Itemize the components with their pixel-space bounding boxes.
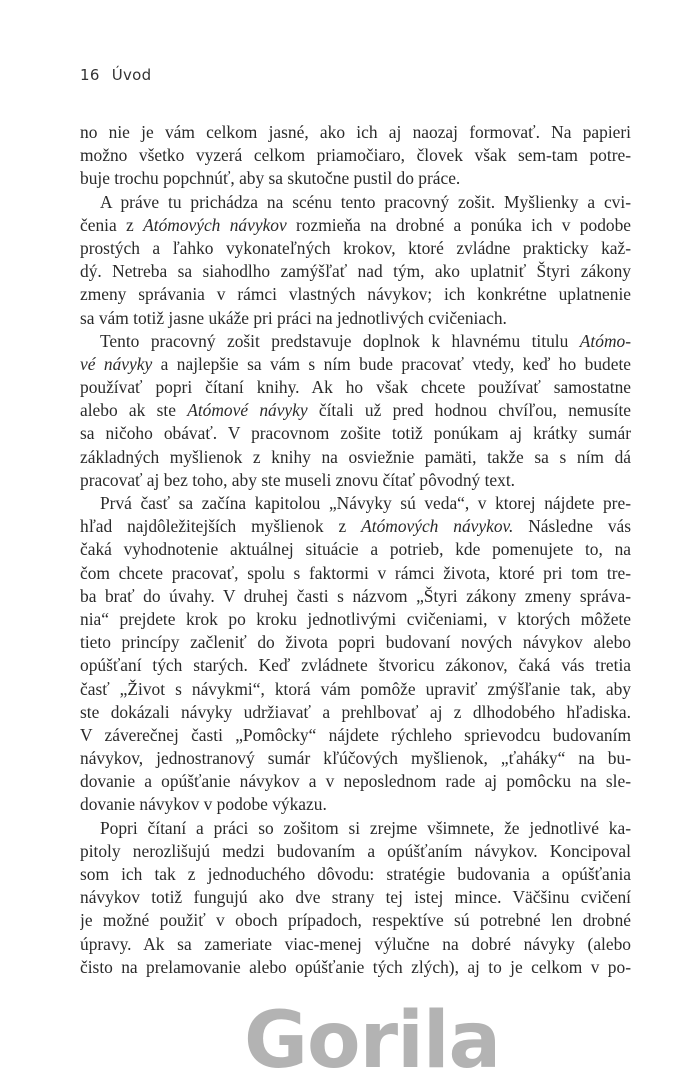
text-line xyxy=(80,307,631,330)
text-line xyxy=(80,446,631,469)
text-segment: A práve tu prichádza na scénu tento pracovný zošit. Myšlienky a cvi- xyxy=(100,191,631,212)
text-line xyxy=(80,260,631,283)
section-title: Úvod xyxy=(111,66,152,84)
running-header xyxy=(80,66,151,84)
text-line xyxy=(80,585,631,608)
text-segment: no nie je vám celkom jasné, ako ich aj naozaj formovať. Na papieri xyxy=(80,122,631,142)
text-line xyxy=(80,933,631,956)
italic-title: Atómových návykov xyxy=(143,214,287,235)
text-segment: sa vám totiž jasne ukáže pri práci na jednotlivých cvičeniach. xyxy=(80,307,507,328)
text-segment: návykov totiž fungujú ako dve strany tej istej mince. Väčšinu cvičení xyxy=(80,887,631,908)
text-segment: sa ničoho obávať. V pracovnom zošite totiž ponúkam aj krátky sumár xyxy=(80,423,631,444)
page-number: 16 xyxy=(80,66,100,84)
text-line xyxy=(80,237,631,260)
text-line xyxy=(80,701,631,724)
text-segment: Popri čítaní a práci so zošitom si zrejme všimnete, že jednotlivé ka- xyxy=(100,817,631,838)
text-line xyxy=(80,538,631,561)
text-line xyxy=(80,956,631,979)
text-segment: je možné použiť v oboch prípadoch, respektíve sú potrebné len drobné xyxy=(80,910,631,931)
text-segment: pracovať aj bez toho, aby ste museli znovu čítať pôvodný text. xyxy=(80,469,516,490)
text-line xyxy=(80,330,631,353)
text-line xyxy=(80,840,631,863)
text-segment: Prvá časť sa začína kapitolou „Návyky sú veda“, v ktorej nájdete pre- xyxy=(100,493,631,513)
text-segment: čenia z xyxy=(80,214,144,235)
text-segment: dovanie návykov v podobe výkazu. xyxy=(80,794,327,815)
text-segment: som ich tak z jednoduchého dôvodu: stratégie budovania a opúšťania xyxy=(80,864,631,884)
paragraph xyxy=(80,330,631,492)
text-segment: V záverečnej časti „Pomôcky“ nájdete rýchleho sprievodcu budovaním xyxy=(80,724,631,745)
text-segment: opúšťaní tých starých. Keď zvládnete štvoricu zákonov, čaká vás tretia xyxy=(80,655,631,676)
text-line xyxy=(80,770,631,793)
text-segment: čítali už pred hodnou chvíľou, nemusíte xyxy=(307,400,631,421)
text-line xyxy=(80,399,631,422)
paragraph xyxy=(80,191,631,330)
text-line xyxy=(80,214,631,237)
italic-title: Atómových návykov. xyxy=(361,516,514,537)
text-segment: dý. Netreba sa siahodlho zamýšľať nad tým, ako uplatniť Štyri zákony xyxy=(80,261,631,282)
text-segment: Následne vás xyxy=(513,516,631,537)
text-segment: Tento pracovný zošit predstavuje doplnok k hlavnému titulu xyxy=(100,330,580,351)
text-line xyxy=(80,747,631,770)
text-line xyxy=(80,608,631,631)
paragraph xyxy=(80,121,631,191)
text-segment: čom chcete pracovať, spolu s faktormi v rámci života, ktoré pri tom tre- xyxy=(80,562,631,583)
text-segment: tieto princípy začleniť do života popri budovaní nových návykov alebo xyxy=(80,632,631,653)
italic-title: Atómo- xyxy=(579,330,631,351)
text-segment: prostých a ľahko vykonateľných krokov, ktoré zvládne prakticky kaž- xyxy=(80,237,631,258)
text-segment: rozmieňa na drobné a ponúka ich v podobe xyxy=(286,214,631,235)
text-segment: nia“ prejdete krok po kroku jednotlivými cvičeniami, v ktorých môžete xyxy=(80,608,631,629)
text-line xyxy=(80,191,631,214)
italic-title: vé návyky xyxy=(80,353,153,374)
text-segment: čisto na prelamovanie alebo opúšťanie tých zlých), aj to je celkom v po- xyxy=(80,956,631,977)
paragraph xyxy=(80,492,631,817)
text-line xyxy=(80,654,631,677)
text-segment: pitoly nerozlišujú medzi budovaním a opúšťaním návykov. Koncipoval xyxy=(80,840,631,861)
text-line xyxy=(80,144,631,167)
text-line xyxy=(80,724,631,747)
text-segment: a najlepšie sa vám s ním bude pracovať vtedy, keď ho budete xyxy=(152,353,631,374)
text-segment: úpravy. Ak sa zameriate viac-menej výlučne na dobré návyky (alebo xyxy=(80,933,631,954)
text-segment: alebo ak ste xyxy=(80,400,188,421)
text-segment: návykov, jednostranový sumár kľúčových myšlienok, „ťaháky“ na bu- xyxy=(80,748,631,769)
text-line xyxy=(80,793,631,816)
text-segment: dovanie a opúšťanie návykov a v neposlednom rade aj pomôcku na sle- xyxy=(80,771,631,792)
text-line xyxy=(80,422,631,445)
text-segment: zmeny správania v rámci vlastných návykov; ich konkrétne uplatnenie xyxy=(80,284,631,305)
text-segment: časť „Život s návykmi“, ktorá vám pomôže upraviť zmýšľanie tak, aby xyxy=(80,678,631,699)
text-line xyxy=(80,492,631,515)
text-line xyxy=(80,376,631,399)
text-segment: buje trochu popchnúť, aby sa skutočne pustil do práce. xyxy=(80,168,461,189)
watermark-logo: Gorila xyxy=(244,996,501,1086)
text-line xyxy=(80,562,631,585)
text-segment: možno všetko vyzerá celkom priamočiaro, človek však sem-tam potre- xyxy=(80,145,631,166)
text-segment: ba brať do úvahy. V druhej časti s názvom „Štyri zákony zmeny správa- xyxy=(80,585,631,606)
text-line xyxy=(80,863,631,886)
text-line xyxy=(80,817,631,840)
text-segment: základných myšlienok z knihy na osviežnie pamäti, takže sa s ním dá xyxy=(80,446,631,467)
body-text xyxy=(80,121,631,979)
text-segment: používať popri čítaní knihy. Ak ho však chcete používať samostatne xyxy=(80,377,631,398)
text-segment: hľad najdôležitejších myšlienok z xyxy=(80,516,362,537)
text-line xyxy=(80,353,631,376)
text-line xyxy=(80,167,631,190)
italic-title: Atómové návyky xyxy=(187,400,308,421)
text-line xyxy=(80,886,631,909)
text-segment: ste dokázali návyky udržiavať a prehlbovať aj z dlhodobého hľadiska. xyxy=(80,701,631,722)
text-line xyxy=(80,283,631,306)
text-segment: čaká vyhodnotenie aktuálnej situácie a potrieb, kde pomenujete to, na xyxy=(80,539,631,560)
text-line xyxy=(80,469,631,492)
text-line xyxy=(80,515,631,538)
paragraph xyxy=(80,817,631,979)
text-line xyxy=(80,909,631,932)
text-line xyxy=(80,678,631,701)
text-line xyxy=(80,631,631,654)
text-line xyxy=(80,121,631,144)
